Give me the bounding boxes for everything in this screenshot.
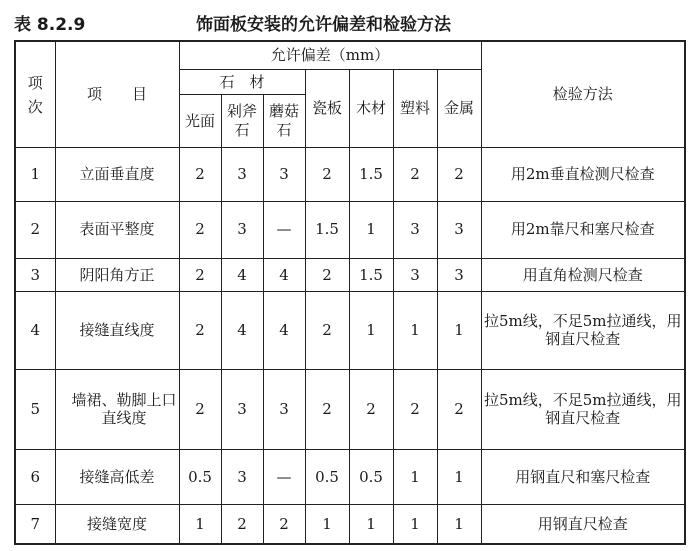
value-metal: 1 <box>437 505 481 544</box>
value-wood: 0.5 <box>349 450 393 505</box>
value-plastic: 1 <box>393 291 437 369</box>
row-no: 5 <box>15 369 55 449</box>
table-row <box>15 450 685 505</box>
header-col-method: 检验方法 <box>481 41 685 148</box>
table-row <box>15 259 685 292</box>
value-axed: 3 <box>221 369 263 449</box>
value-mushroom: 3 <box>263 369 305 449</box>
row-no: 4 <box>15 291 55 369</box>
header-col-porcelain: 瓷板 <box>305 70 349 148</box>
value-metal: 3 <box>437 201 481 258</box>
row-no: 1 <box>15 148 55 201</box>
row-method: 用直角检测尺检查 <box>481 259 685 292</box>
value-mushroom: 3 <box>263 148 305 201</box>
row-item: 墙裙、勒脚上口直线度 <box>55 369 179 449</box>
header-col-plastic: 塑料 <box>393 70 437 148</box>
value-porcelain: 2 <box>305 369 349 449</box>
table-row <box>15 201 685 258</box>
value-polished: 2 <box>179 201 221 258</box>
value-polished: 2 <box>179 369 221 449</box>
value-axed: 4 <box>221 259 263 292</box>
value-mushroom: — <box>263 450 305 505</box>
value-wood: 1.5 <box>349 148 393 201</box>
row-method: 拉5m线，不足5m拉通线，用钢直尺检查 <box>481 369 685 449</box>
header-col-no-line1: 项 <box>27 73 43 92</box>
value-plastic: 1 <box>393 505 437 544</box>
header-col-wood: 木材 <box>349 70 393 148</box>
row-no: 2 <box>15 201 55 258</box>
row-method: 用钢直尺和塞尺检查 <box>481 450 685 505</box>
value-axed: 3 <box>221 450 263 505</box>
table-row <box>15 291 685 369</box>
value-wood: 1.5 <box>349 259 393 292</box>
value-metal: 2 <box>437 148 481 201</box>
value-polished: 2 <box>179 259 221 292</box>
row-method: 用2m垂直检测尺检查 <box>481 148 685 201</box>
value-porcelain: 2 <box>305 259 349 292</box>
header-col-no <box>15 41 55 148</box>
value-plastic: 2 <box>393 148 437 201</box>
value-axed: 2 <box>221 505 263 544</box>
table-row <box>15 369 685 449</box>
header-col-no-line2: 次 <box>27 97 43 116</box>
value-polished: 1 <box>179 505 221 544</box>
value-axed: 3 <box>221 201 263 258</box>
value-plastic: 2 <box>393 369 437 449</box>
value-plastic: 3 <box>393 259 437 292</box>
value-mushroom: 4 <box>263 291 305 369</box>
row-method: 拉5m线，不足5m拉通线，用钢直尺检查 <box>481 291 685 369</box>
row-method: 用2m靠尺和塞尺检查 <box>481 201 685 258</box>
row-item: 接缝宽度 <box>55 505 179 544</box>
table-caption <box>14 6 684 36</box>
header-col-metal: 金属 <box>437 70 481 148</box>
value-porcelain: 1.5 <box>305 201 349 258</box>
value-mushroom: 2 <box>263 505 305 544</box>
table-row <box>15 148 685 201</box>
value-mushroom: 4 <box>263 259 305 292</box>
value-wood: 1 <box>349 291 393 369</box>
row-item: 接缝高低差 <box>55 450 179 505</box>
row-method: 用钢直尺检查 <box>481 505 685 544</box>
table-number: 表 8.2.9 <box>14 15 86 35</box>
value-axed: 4 <box>221 291 263 369</box>
row-item: 表面平整度 <box>55 201 179 258</box>
value-metal: 3 <box>437 259 481 292</box>
value-porcelain: 0.5 <box>305 450 349 505</box>
value-wood: 1 <box>349 201 393 258</box>
tolerance-table <box>14 40 686 545</box>
value-porcelain: 2 <box>305 148 349 201</box>
row-item: 阴阳角方正 <box>55 259 179 292</box>
value-polished: 0.5 <box>179 450 221 505</box>
value-metal: 1 <box>437 450 481 505</box>
table-row <box>15 505 685 544</box>
value-wood: 2 <box>349 369 393 449</box>
header-stone-mushroom: 蘑菇 石 <box>263 94 305 147</box>
header-stone-polished: 光面 <box>179 94 221 147</box>
value-plastic: 3 <box>393 201 437 258</box>
header-col-item: 项 目 <box>55 41 179 148</box>
value-porcelain: 2 <box>305 291 349 369</box>
value-plastic: 1 <box>393 450 437 505</box>
value-mushroom: — <box>263 201 305 258</box>
value-porcelain: 1 <box>305 505 349 544</box>
row-item: 立面垂直度 <box>55 148 179 201</box>
row-no: 7 <box>15 505 55 544</box>
value-polished: 2 <box>179 291 221 369</box>
header-stone-axed: 剁斧 石 <box>221 94 263 147</box>
row-item: 接缝直线度 <box>55 291 179 369</box>
row-no: 3 <box>15 259 55 292</box>
value-axed: 3 <box>221 148 263 201</box>
value-polished: 2 <box>179 148 221 201</box>
table-title: 饰面板安装的允许偏差和检验方法 <box>196 15 451 35</box>
header-stone-group: 石 材 <box>179 70 305 95</box>
value-metal: 1 <box>437 291 481 369</box>
header-tolerance-group: 允许偏差（mm） <box>179 41 481 70</box>
row-no: 6 <box>15 450 55 505</box>
value-wood: 1 <box>349 505 393 544</box>
value-metal: 2 <box>437 369 481 449</box>
